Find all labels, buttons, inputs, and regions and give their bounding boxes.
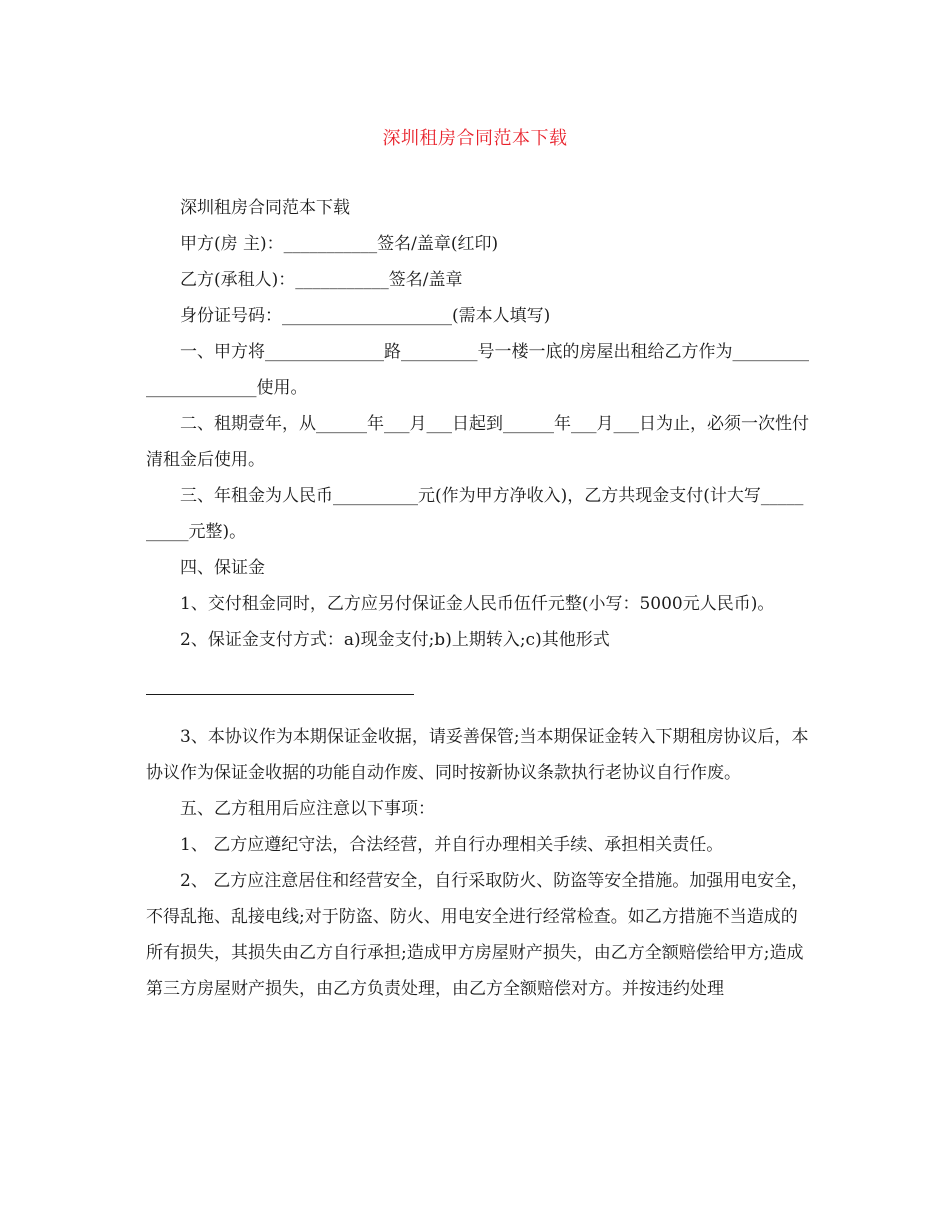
paragraph-deposit-3: 3、本协议作为本期保证金收据，请妥善保管;当本期保证金转入下期租房协议后，本协议作为保证金收据的功能自动作废、同时按新协议条款执行老协议自行作废。	[146, 727, 809, 783]
paragraph-party-b: 乙方(承租人)：___________签名/盖章	[180, 270, 463, 290]
paragraph-notice-1: 1、 乙方应遵纪守法，合法经营，并自行办理相关手续、承担相关责任。	[180, 835, 724, 855]
paragraph-heading: 深圳租房合同范本下载	[180, 198, 350, 218]
paragraph-deposit-1: 1、交付租金同时，乙方应另付保证金人民币伍仟元整(小写：5000元人民币)。	[180, 594, 775, 614]
fill-in-blank-line	[146, 670, 414, 695]
paragraph-clause-1: 一、甲方将______________路_________号一楼一底的房屋出租给乙方作为______________________使用。	[146, 342, 809, 398]
paragraph-clause-5: 五、乙方租用后应注意以下事项：	[180, 799, 435, 819]
paragraph-party-a: 甲方(房 主)：___________签名/盖章(红印)	[180, 234, 499, 254]
paragraph-notice-2: 2、 乙方应注意居住和经营安全，自行采取防火、防盗等安全措施。加强用电安全，不得乱拖、乱接电线;对于防盗、防火、用电安全进行经常检查。如乙方措施不当造成的所有损失，其损失由乙方自行承担;造成甲方房屋财产损失，由乙方全额赔偿给甲方;造成第三方房屋财产损失，由乙方负责处理，由乙方全额赔偿对方。并按违约处理	[146, 871, 809, 999]
paragraph-clause-4: 四、保证金	[180, 558, 265, 578]
document-body	[146, 190, 810, 1007]
paragraph-clause-3: 三、年租金为人民币__________元(作为甲方净收入)，乙方共现金支付(计大写__________元整)。	[146, 486, 804, 542]
paragraph-id-number: 身份证号码：____________________(需本人填写)	[180, 306, 551, 326]
document-title: 深圳租房合同范本下载	[382, 128, 568, 149]
paragraph-deposit-2: 2、保证金支付方式：a)现金支付;b)上期转入;c)其他形式	[180, 630, 610, 650]
paragraph-clause-2: 二、租期壹年，从______年___月___日起到______年___月___日为止，必须一次性付清租金后使用。	[146, 414, 809, 470]
